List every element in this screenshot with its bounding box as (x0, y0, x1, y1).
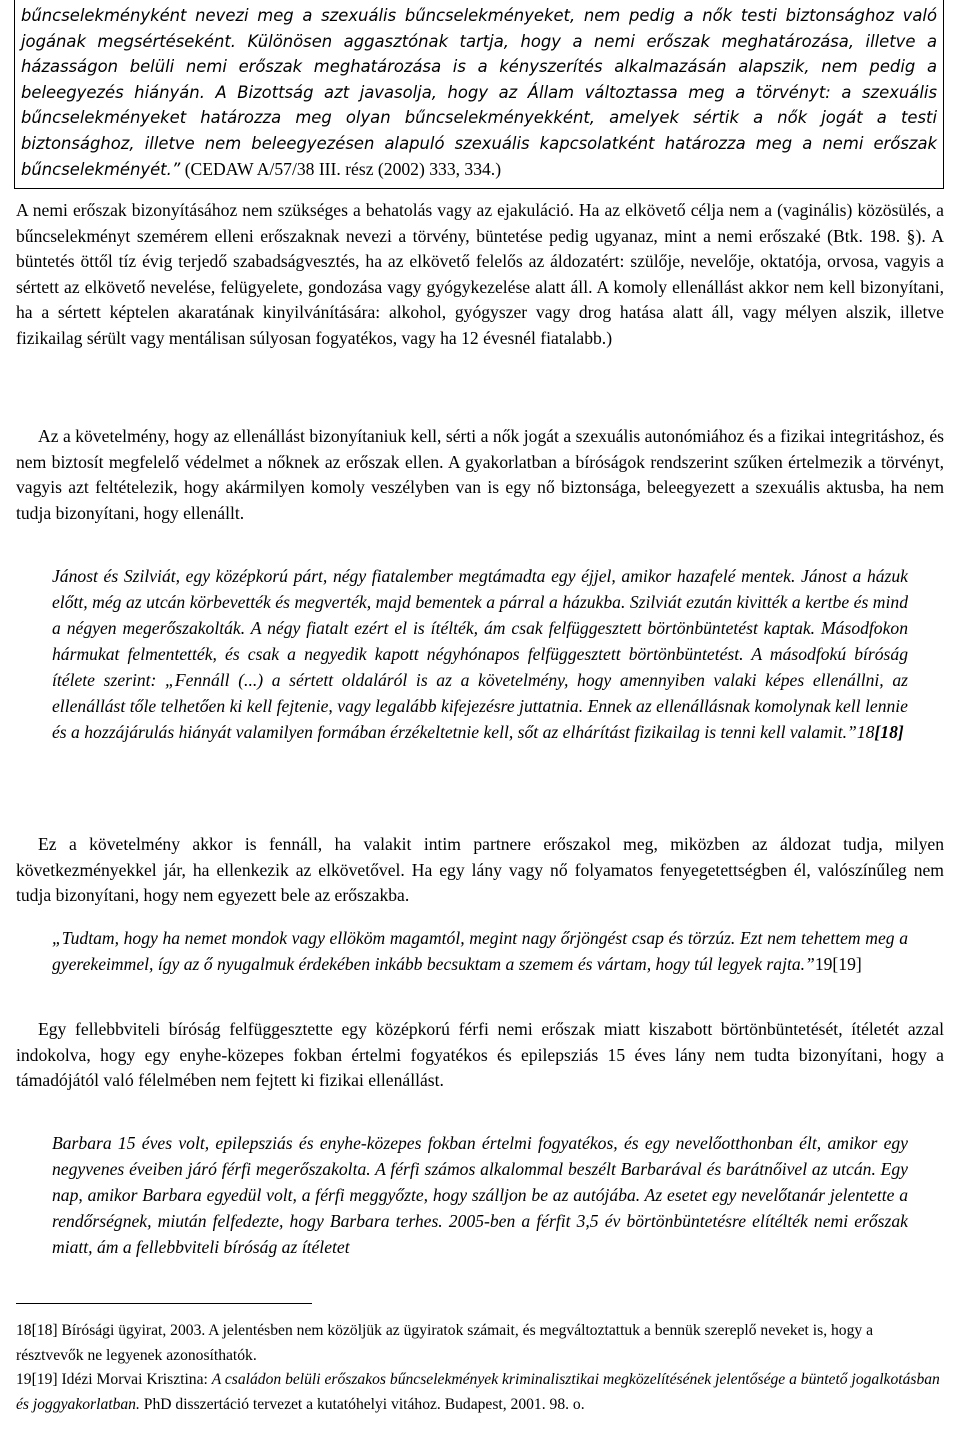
paragraph-evidence: A nemi erőszak bizonyításához nem szükséges a behatolás vagy az ejakuláció. Ha az elkövető célja nem a (vaginális) közösülés, a bűncselekményt szemérem elleni erőszaknak nevezi a törvény, büntetése pedig ugyanaz, mint a nemi erőszaké (Btk. 198. §). A büntetés öttől tíz évig terjedő szabadságvesztés, ha az elkövető felelős az áldozatért: szülője, nevelője, oktatója, orvosa, vagyis a sértett az elkövető nevelése, felügyelete, gondozása vagy gyógykezelése alatt áll. A komoly ellenállást akkor nem kell bizonyítani, ha a sértett képtelen akaratának kinyilvánítására: alkohol, gyógyszer vagy drog hatása alatt áll, vagy mélyen alszik, illetve fizikailag sérült vagy mentálisan súlyosan fogyatékos, vagy ha 12 évesnél fiatalabb.) (16, 200, 944, 348)
footnote-separator (16, 1303, 312, 1304)
footnote-19 (16, 1368, 944, 1417)
footnote-19-title: A családon belüli erőszakos bűncselekmények kriminalisztikai megközelítésének jelentősége a büntető jogalkotásban és joggyakorlatban. (16, 1371, 940, 1413)
boxed-quotation-text: bűncselekményként nevezi meg a szexuális bűncselekményeket, nem pedig a nők testi biztonsághoz való jogának megsértéseként. Különösen aggasztónak tartja, hogy a nemi erőszak meghatározása, illetve a házasságon belüli nemi erőszak meghatározása is a kényszerítés alkalmazásán alapszik, nem pedig a beleegyezés hiányán. A Bizottság azt javasolja, hogy az Állam változtassa meg a törvényt: a szexuális bűncselekményeket határozza meg olyan bűncselekményekként, amelyek sértik a nők jogát a testi biztonsághoz, illetve nem beleegyezésen alapuló szexuális kapcsolatként határozza meg a nemi erőszak bűncselekményét.” (21, 6, 937, 179)
boxed-quotation-reference: (CEDAW A/57/38 III. rész (2002) 333, 334.) (180, 158, 502, 179)
footnotes (16, 1319, 944, 1417)
victim-quote (52, 925, 908, 977)
paragraph-resistance-requirement: Az a követelmény, hogy az ellenállást bizonyítaniuk kell, sérti a nők jogát a szexuális autonómiához és a fizikai integritáshoz, és nem biztosít megfelelő védelmet a nőknek az erőszak ellen. A gyakorlatban a bíróságok rendszerint szűken értelmezik a törvényt, vagyis azt feltételezik, hogy akármilyen komoly veszélyben van is egy nő biztonsága, beleegyezett a szexuális aktusba, ha nem tudja bizonyítani, hogy ellenállt. (16, 426, 944, 523)
paragraph-intimate-partner: Ez a követelmény akkor is fennáll, ha valakit intim partnere erőszakol meg, miközben az áldozat tudja, milyen következményekkel jár, ha ellenkezik az elkövetővel. Ha egy lány vagy nő folyamatos fenyegetettségben él, valószínűleg nem tudja bizonyítani, hogy nem egyezett bele az erőszakba. (16, 834, 944, 906)
footnote-marker-19: 19[19] (814, 954, 862, 974)
footnote-19-suffix: PhD disszertáció tervezet a kutatóhelyi vitához. Budapest, 2001. 98. o. (139, 1395, 585, 1413)
case-quote-janos-szilvia (52, 563, 908, 745)
footnote-19-prefix: 19[19] Idézi Morvai Krisztina: (16, 1371, 212, 1388)
footnote-marker-18-bracket: [18] (874, 722, 904, 742)
paragraph-appeal-court: Egy fellebbviteli bíróság felfüggesztette egy középkorú férfi nemi erőszak miatt kiszabott börtönbüntetését, ítéletét azzal indokolva, hogy egy enyhe-közepes fokban értelmi fogyatékos és epilepsziás 15 éves lány nem tudta bizonyítani, hogy a támadójától való félelmében nem fejtett ki fizikai ellenállást. (16, 1019, 944, 1091)
victim-quote-text: „Tudtam, hogy ha nemet mondok vagy ellököm magamtól, megint nagy őrjöngést csap és törzúz. Ezt nem tehettem meg a gyerekeimmel, így az ő nyugalmuk érdekében inkább becsuktam a szemem és vártam, hogy túl legyek rajta.” (52, 928, 908, 974)
case-quote-text: Jánost és Szilviát, egy középkorú párt, négy fiatalember megtámadta egy éjjel, amikor hazafelé mentek. Jánost a házuk előtt, még az utcán körbevették és megverték, majd bementek a párral a házukba. Szilviát ezután kivitték a kertbe és mind a négyen megerőszakolták. A négy fiatalt ezért el is ítélték, ám csak felfüggesztett börtönbüntetést kaptak. Másodfokon hármukat felmentették, és csak a negyedik kapott négyhónapos felfüggesztett börtönbüntetést. A másodfokú bíróság ítélete szerint: „Fennáll (...) a sértett oldaláról is az a követelmény, hogy amennyiben valaki képes ellenállni, az ellenállást tőle telhetően ki kell fejtenie, vagy legalább kifejezésre juttatnia. Ennek az ellenállásnak komolynak kell lennie és a hozzájárulás hiányát valamilyen formában érzékeltetnie kell, sőt az elhárítást fizikailag is tenni kell valamit.” (52, 566, 908, 742)
case-quote-barbara: Barbara 15 éves volt, epilepsziás és enyhe-közepes fokban értelmi fogyatékos, és egy nevelőotthonban élt, amikor egy negyvenes éveiben járó férfi megerőszakolta. A férfi számos alkalommal beszélt Barbarával és barátnőivel az utcán. Egy nap, amikor Barbara egyedül volt, a férfi meggyőzte, hogy szálljon be az autójába. Az esetet egy nevelőtanár jelentette a rendőrségnek, miután felfedezte, hogy Barbara terhes. 2005-ben a férfit 3,5 év börtönbüntetésre elítélték nemi erőszak miatt, ám a fellebbviteli bíróság az ítéletet (52, 1133, 908, 1257)
footnote-marker-18: 18 (856, 722, 875, 742)
boxed-quotation (14, 0, 944, 189)
footnote-18: 18[18] Bírósági ügyirat, 2003. A jelentésben nem közöljük az ügyiratok számait, és megváltoztattuk a bennük szereplő neveket is, hogy a résztvevők ne legyenek azonosíthatók. (16, 1322, 873, 1364)
